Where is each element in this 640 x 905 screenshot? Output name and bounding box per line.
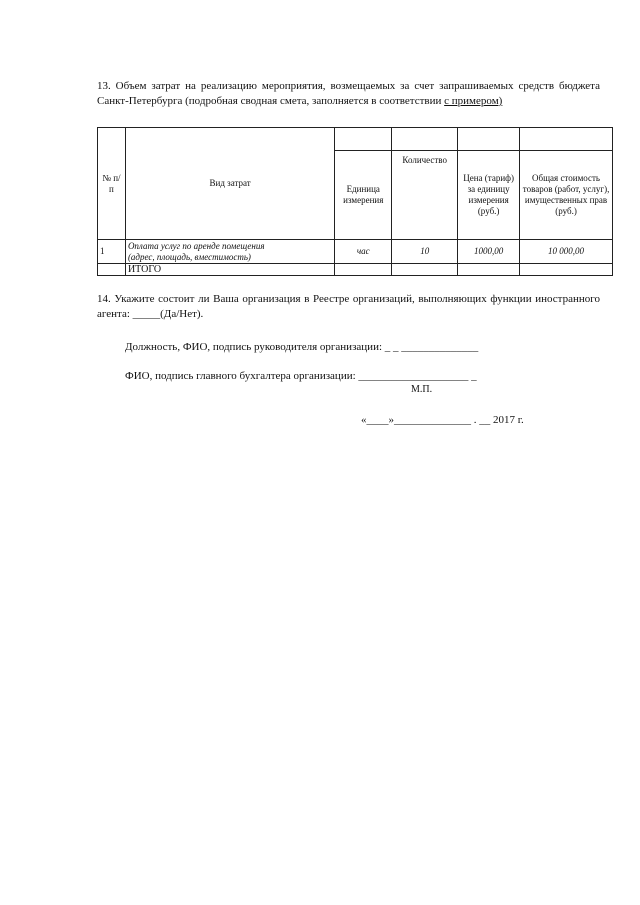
header-type: Вид затрат	[125, 128, 334, 240]
date-line: «____»______________ . __ 2017 г.	[361, 414, 524, 426]
section-13-main: 13. Объем затрат на реализацию мероприятия, возмещаемых за счет запрашиваемых средств бюджета Санкт-Петербурга (подробная сводная смета, заполняется в соответствии	[97, 80, 600, 107]
row-type-line2: (адрес, площадь, вместимость)	[127, 251, 251, 262]
table-header-row	[98, 128, 613, 151]
table-total-row	[98, 264, 613, 276]
section-13-text	[97, 79, 600, 109]
total-price	[458, 264, 520, 276]
header-total-top	[520, 128, 613, 151]
total-qty	[392, 264, 458, 276]
header-qty: Количество	[392, 151, 458, 240]
total-label: ИТОГО	[125, 264, 334, 276]
header-price-top	[458, 128, 520, 151]
row-unit: час	[335, 240, 392, 264]
table-row	[98, 240, 613, 264]
header-price: Цена (тариф) за единицу измерения (руб.)	[458, 151, 520, 240]
row-num: 1	[98, 240, 126, 264]
stamp-label: М.П.	[411, 384, 433, 395]
accountant-signature-line: ФИО, подпись главного бухгалтера организации: ____________________ _	[125, 370, 477, 382]
row-qty: 10	[392, 240, 458, 264]
header-qty-top	[392, 128, 458, 151]
total-num	[98, 264, 126, 276]
total-sum	[520, 264, 613, 276]
head-signature-line: Должность, ФИО, подпись руководителя организации: _ _ ______________	[125, 341, 479, 353]
header-unit-top	[335, 128, 392, 151]
row-total: 10 000,00	[520, 240, 613, 264]
section-14-text: 14. Укажите состоит ли Ваша организация в Реестре организаций, выполняющих функции иностранного агента: _____(Да/Нет).	[97, 293, 600, 320]
header-unit: Единица измерения	[335, 151, 392, 240]
header-total: Общая стоимость товаров (работ, услуг), имущественных прав (руб.)	[520, 151, 613, 240]
row-type	[125, 240, 334, 264]
total-unit	[335, 264, 392, 276]
section-13-tail: с примером)	[444, 95, 503, 107]
cost-table	[97, 127, 613, 276]
header-num: № п/п	[98, 128, 126, 240]
row-price: 1000,00	[458, 240, 520, 264]
row-type-line1: Оплата услуг по аренде помещения	[127, 240, 265, 251]
